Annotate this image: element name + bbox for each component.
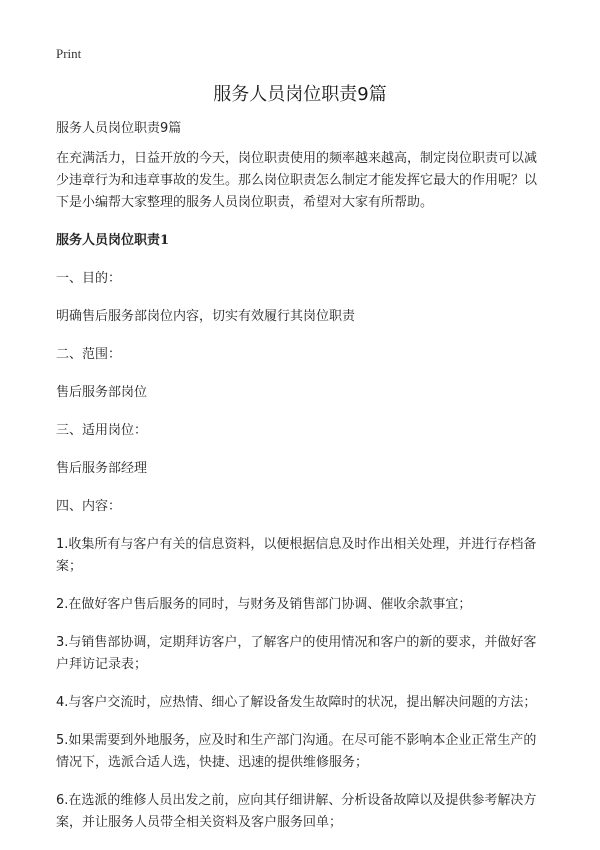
paragraph-item-4: 4.与客户交流时，应热情、细心了解设备发生故障时的状况，提出解决问题的方法； [56,695,537,710]
paragraph-item-6: 6.在选派的维修人员出发之前，应向其仔细讲解、分析设备故障以及提供参考解决方案，并让服务人员带全相关资料及客户服务回单； [56,793,537,830]
document-body [56,118,548,850]
paragraph-purpose-heading: 一、目的： [56,271,122,286]
paragraph-scope: 售后服务部岗位 [56,385,148,400]
section-heading: 服务人员岗位职责1 [56,233,170,248]
paragraph-position: 售后服务部经理 [56,461,148,476]
document-title: 服务人员岗位职责9篇 [213,84,387,105]
paragraph-purpose: 明确售后服务部岗位内容，切实有效履行其岗位职责 [56,309,356,324]
paragraph-item-1: 1.收集所有与客户有关的信息资料，以便根据信息及时作出相关处理，并进行存档备案； [56,537,537,574]
paragraph-item-3: 3.与销售部协调，定期拜访客户，了解客户的使用情况和客户的新的要求，并做好客户拜访记录表； [56,635,537,672]
paragraph-scope-heading: 二、范围： [56,347,122,362]
paragraph-item-2: 2.在做好客户售后服务的同时，与财务及销售部门协调、催收余款事宜； [56,597,472,612]
document-subtitle: 服务人员岗位职责9篇 [56,121,182,136]
print-link[interactable]: Print [56,46,82,61]
paragraph-position-heading: 三、适用岗位： [56,423,148,438]
intro-paragraph: 在充满活力，日益开放的今天，岗位职责使用的频率越来越高，制定岗位职责可以减少违章行为和违章事故的发生。那么岗位职责怎么制定才能发挥它最大的作用呢？以下是小编帮大家整理的服务人员岗位职责，希望对大家有所帮助。 [56,151,538,210]
paragraph-item-5: 5.如果需要到外地服务，应及时和生产部门沟通。在尽可能不影响本企业正常生产的情况下，选派合适人选，快捷、迅速的提供维修服务； [56,733,537,770]
paragraph-content-heading: 四、内容： [56,499,122,514]
